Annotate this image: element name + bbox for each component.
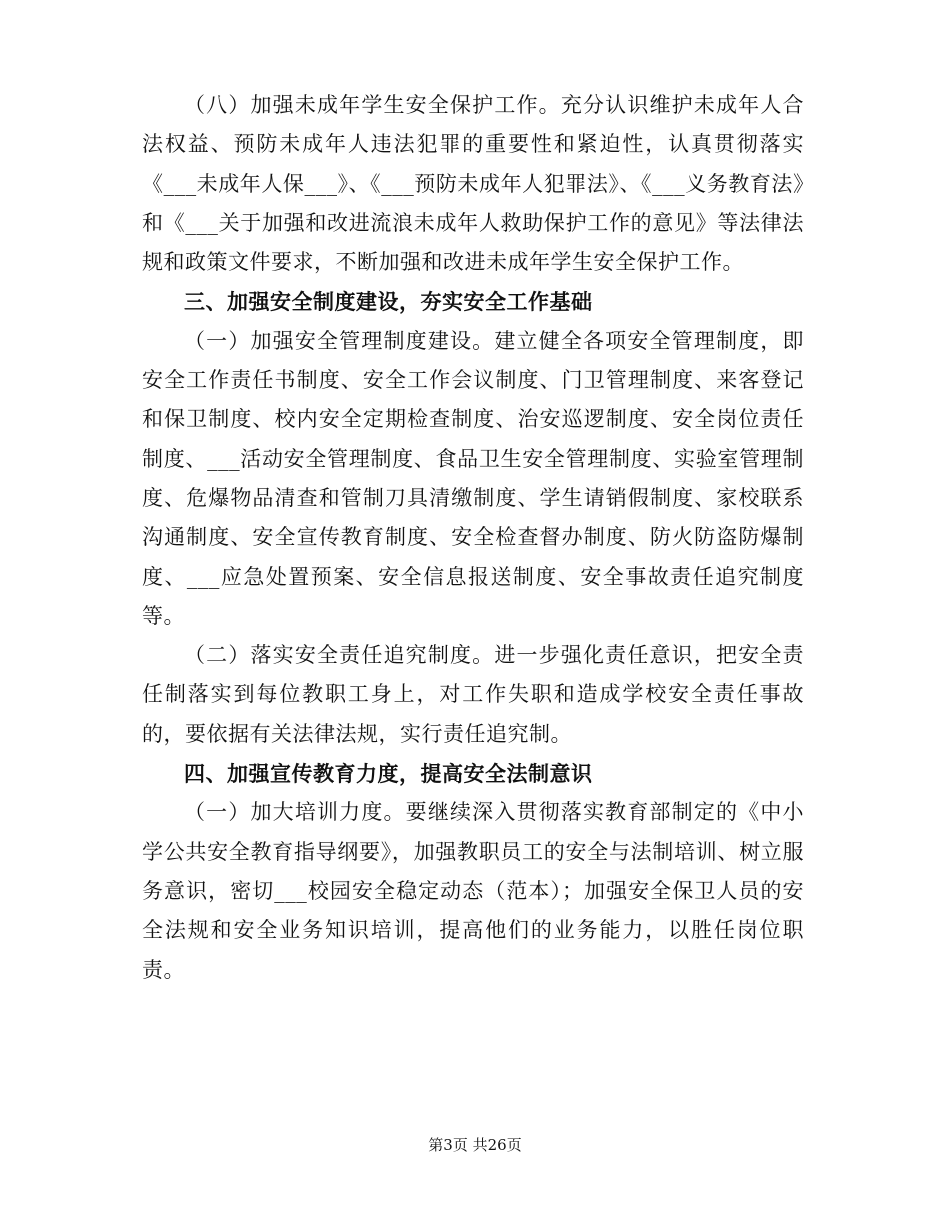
section-heading-4: 四、加强宣传教育力度，提高安全法制意识 (184, 761, 593, 787)
section-heading-3: 三、加强安全制度建设，夯实安全工作基础 (184, 289, 593, 315)
paragraph-section-4-item-1: （一）加大培训力度。要继续深入贯彻落实教育部制定的《中小学公共安全教育指导纲要》，加强教职员工的安全与法制培训、树立服务意识，密切___校园安全稳定动态（范本）；加强安全保卫人员的安全法规和安全业务知识培训，提高他们的业务能力，以胜任岗位职责。 (142, 800, 804, 982)
page-number-footer: 第3页 共26页 (428, 1136, 522, 1154)
paragraph-section-3-item-2: （二）落实安全责任追究制度。进一步强化责任意识，把安全责任制落实到每位教职工身上，对工作失职和造成学校安全责任事故的，要依据有关法律法规，实行责任追究制。 (142, 643, 804, 746)
paragraph-section-2-item-8: （八）加强未成年学生安全保护工作。充分认识维护未成年人合法权益、预防未成年人违法犯罪的重要性和紧迫性，认真贯彻落实《___未成年人保___》、《___预防未成年人犯罪法》、《___义务教育法》和《___关于加强和改进流浪未成年人救助保护工作的意见》等法律法规和政策文件要求，不断加强和改进未成年学生安全保护工作。 (142, 93, 804, 275)
paragraph-section-3-item-1: （一）加强安全管理制度建设。建立健全各项安全管理制度，即安全工作责任书制度、安全工作会议制度、门卫管理制度、来客登记和保卫制度、校内安全定期检查制度、治安巡逻制度、安全岗位责任制度、___活动安全管理制度、食品卫生安全管理制度、实验室管理制度、危爆物品清查和管制刀具清缴制度、学生请销假制度、家校联系沟通制度、安全宣传教育制度、安全检查督办制度、防火防盗防爆制度、___应急处置预案、安全信息报送制度、安全事故责任追究制度等。 (142, 328, 804, 628)
document-body (142, 86, 804, 990)
